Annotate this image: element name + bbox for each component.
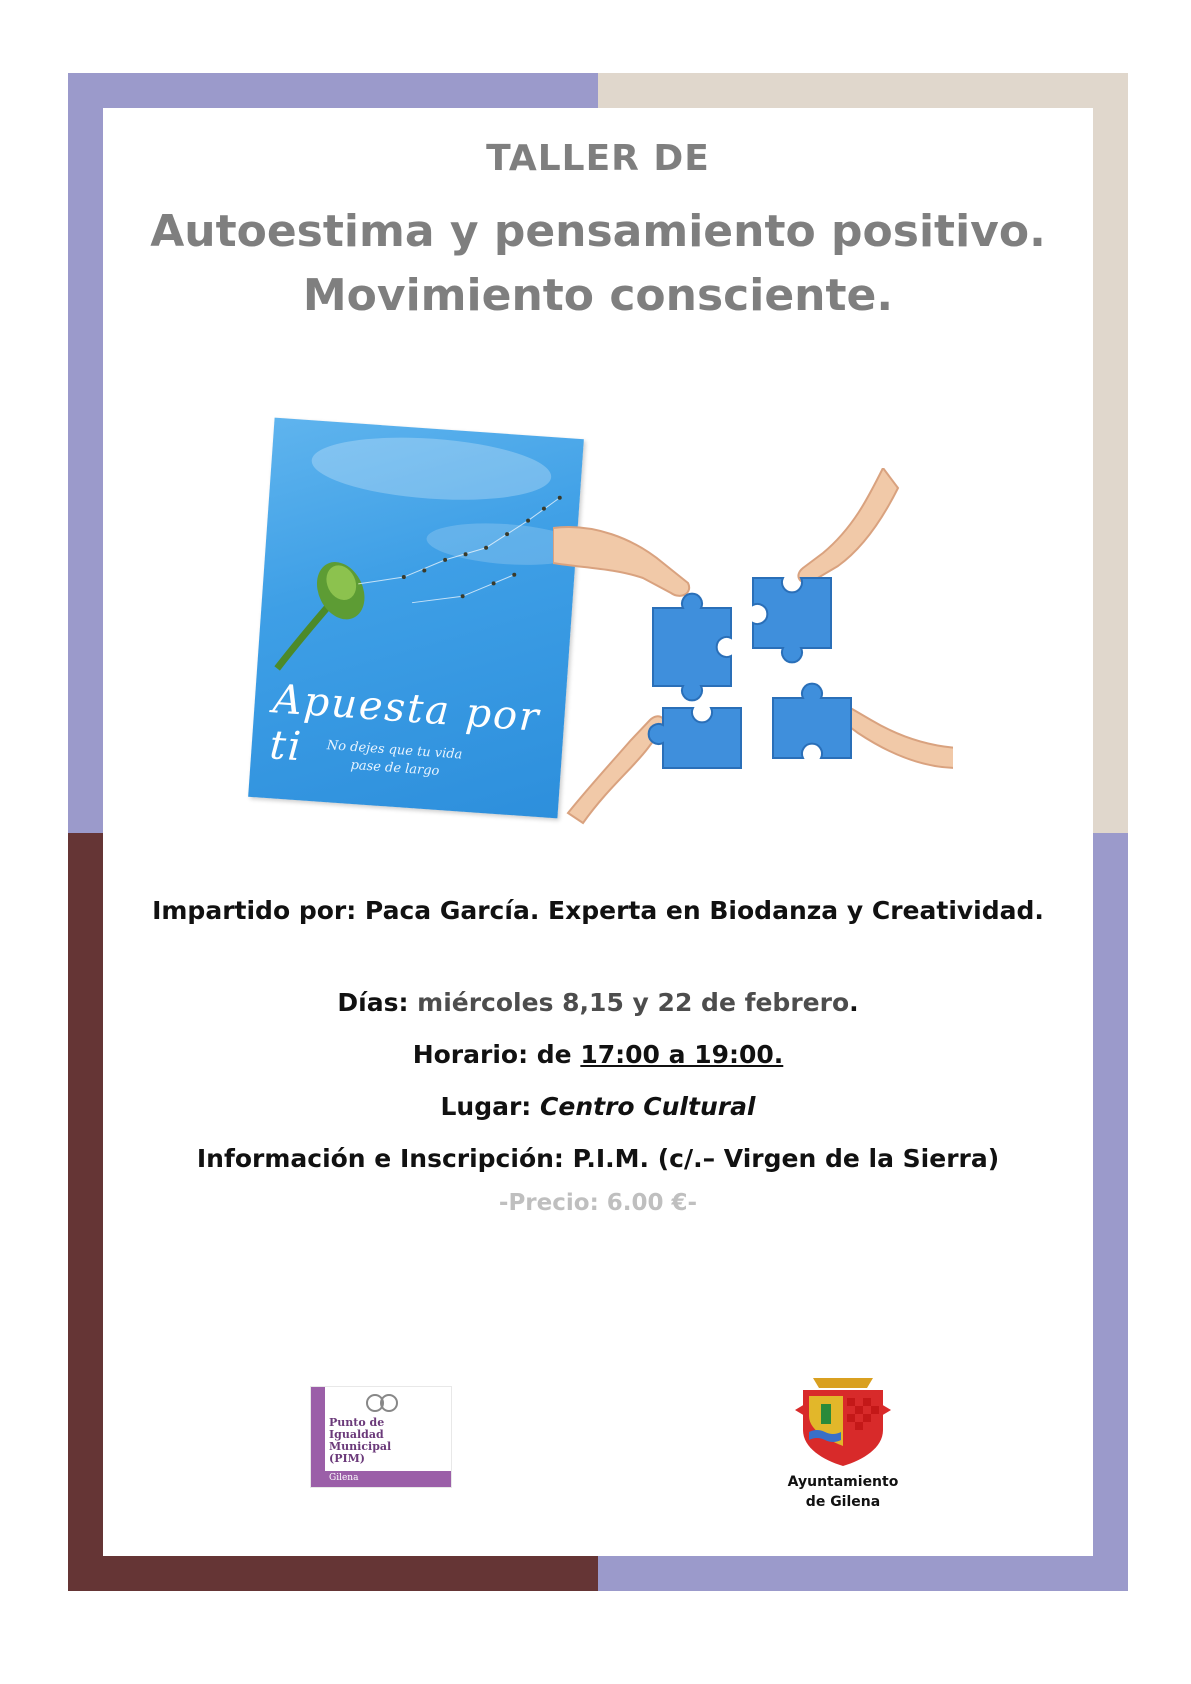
pim-text-line-3: Municipal (329, 1440, 392, 1453)
instructor-label: Impartido por: (152, 896, 365, 925)
town-hall-line-1: Ayuntamiento (787, 1474, 899, 1490)
title-line-1: Autoestima y pensamiento positivo. (150, 206, 1046, 257)
place-line (103, 1092, 1093, 1121)
pim-logo (310, 1386, 452, 1488)
book-title: Apuesta por ti (268, 676, 542, 771)
pim-emblem-icon (365, 1391, 399, 1415)
pim-text-line-2: Igualdad (329, 1428, 384, 1441)
days-value: miércoles 8,15 y 22 de febrero (417, 988, 850, 1017)
town-hall-line-2: de Gilena (805, 1494, 881, 1510)
price-line: -Precio: 6.00 €- (498, 1190, 698, 1216)
town-shield-icon (795, 1370, 891, 1470)
registration-line: Información e Inscripción: P.I.M. (c/.– Virgen de la Sierra) (196, 1144, 1000, 1173)
days-line (103, 988, 1093, 1017)
pim-logo-text (329, 1417, 391, 1465)
instructor-line (103, 892, 1093, 930)
pim-text-line-1: Punto de (329, 1416, 385, 1429)
town-hall-name (743, 1472, 943, 1512)
place-label: Lugar: (440, 1092, 541, 1121)
days-period: . (849, 988, 859, 1017)
book-subtitle-1: No dejes que tu vida (326, 738, 463, 763)
instructor-value: Paca García. Experta en Biodanza y Creatividad. (364, 896, 1044, 925)
schedule-value: 17:00 a 19:00. (580, 1040, 784, 1069)
pim-city: Gilena (329, 1473, 359, 1483)
days-label: Días: (337, 988, 418, 1017)
schedule-line (103, 1040, 1093, 1069)
kicker-heading: TALLER DE (486, 138, 710, 179)
book-cover-image (248, 418, 584, 819)
title-line-2: Movimiento consciente. (302, 270, 894, 321)
place-value: Centro Cultural (540, 1092, 756, 1121)
poster-content (103, 108, 1093, 1556)
book-subtitle-2: pase de largo (350, 757, 440, 779)
pim-text-line-4: (PIM) (329, 1452, 366, 1465)
schedule-label: Horario: de (412, 1040, 581, 1069)
puzzle-hands-image (553, 468, 953, 828)
